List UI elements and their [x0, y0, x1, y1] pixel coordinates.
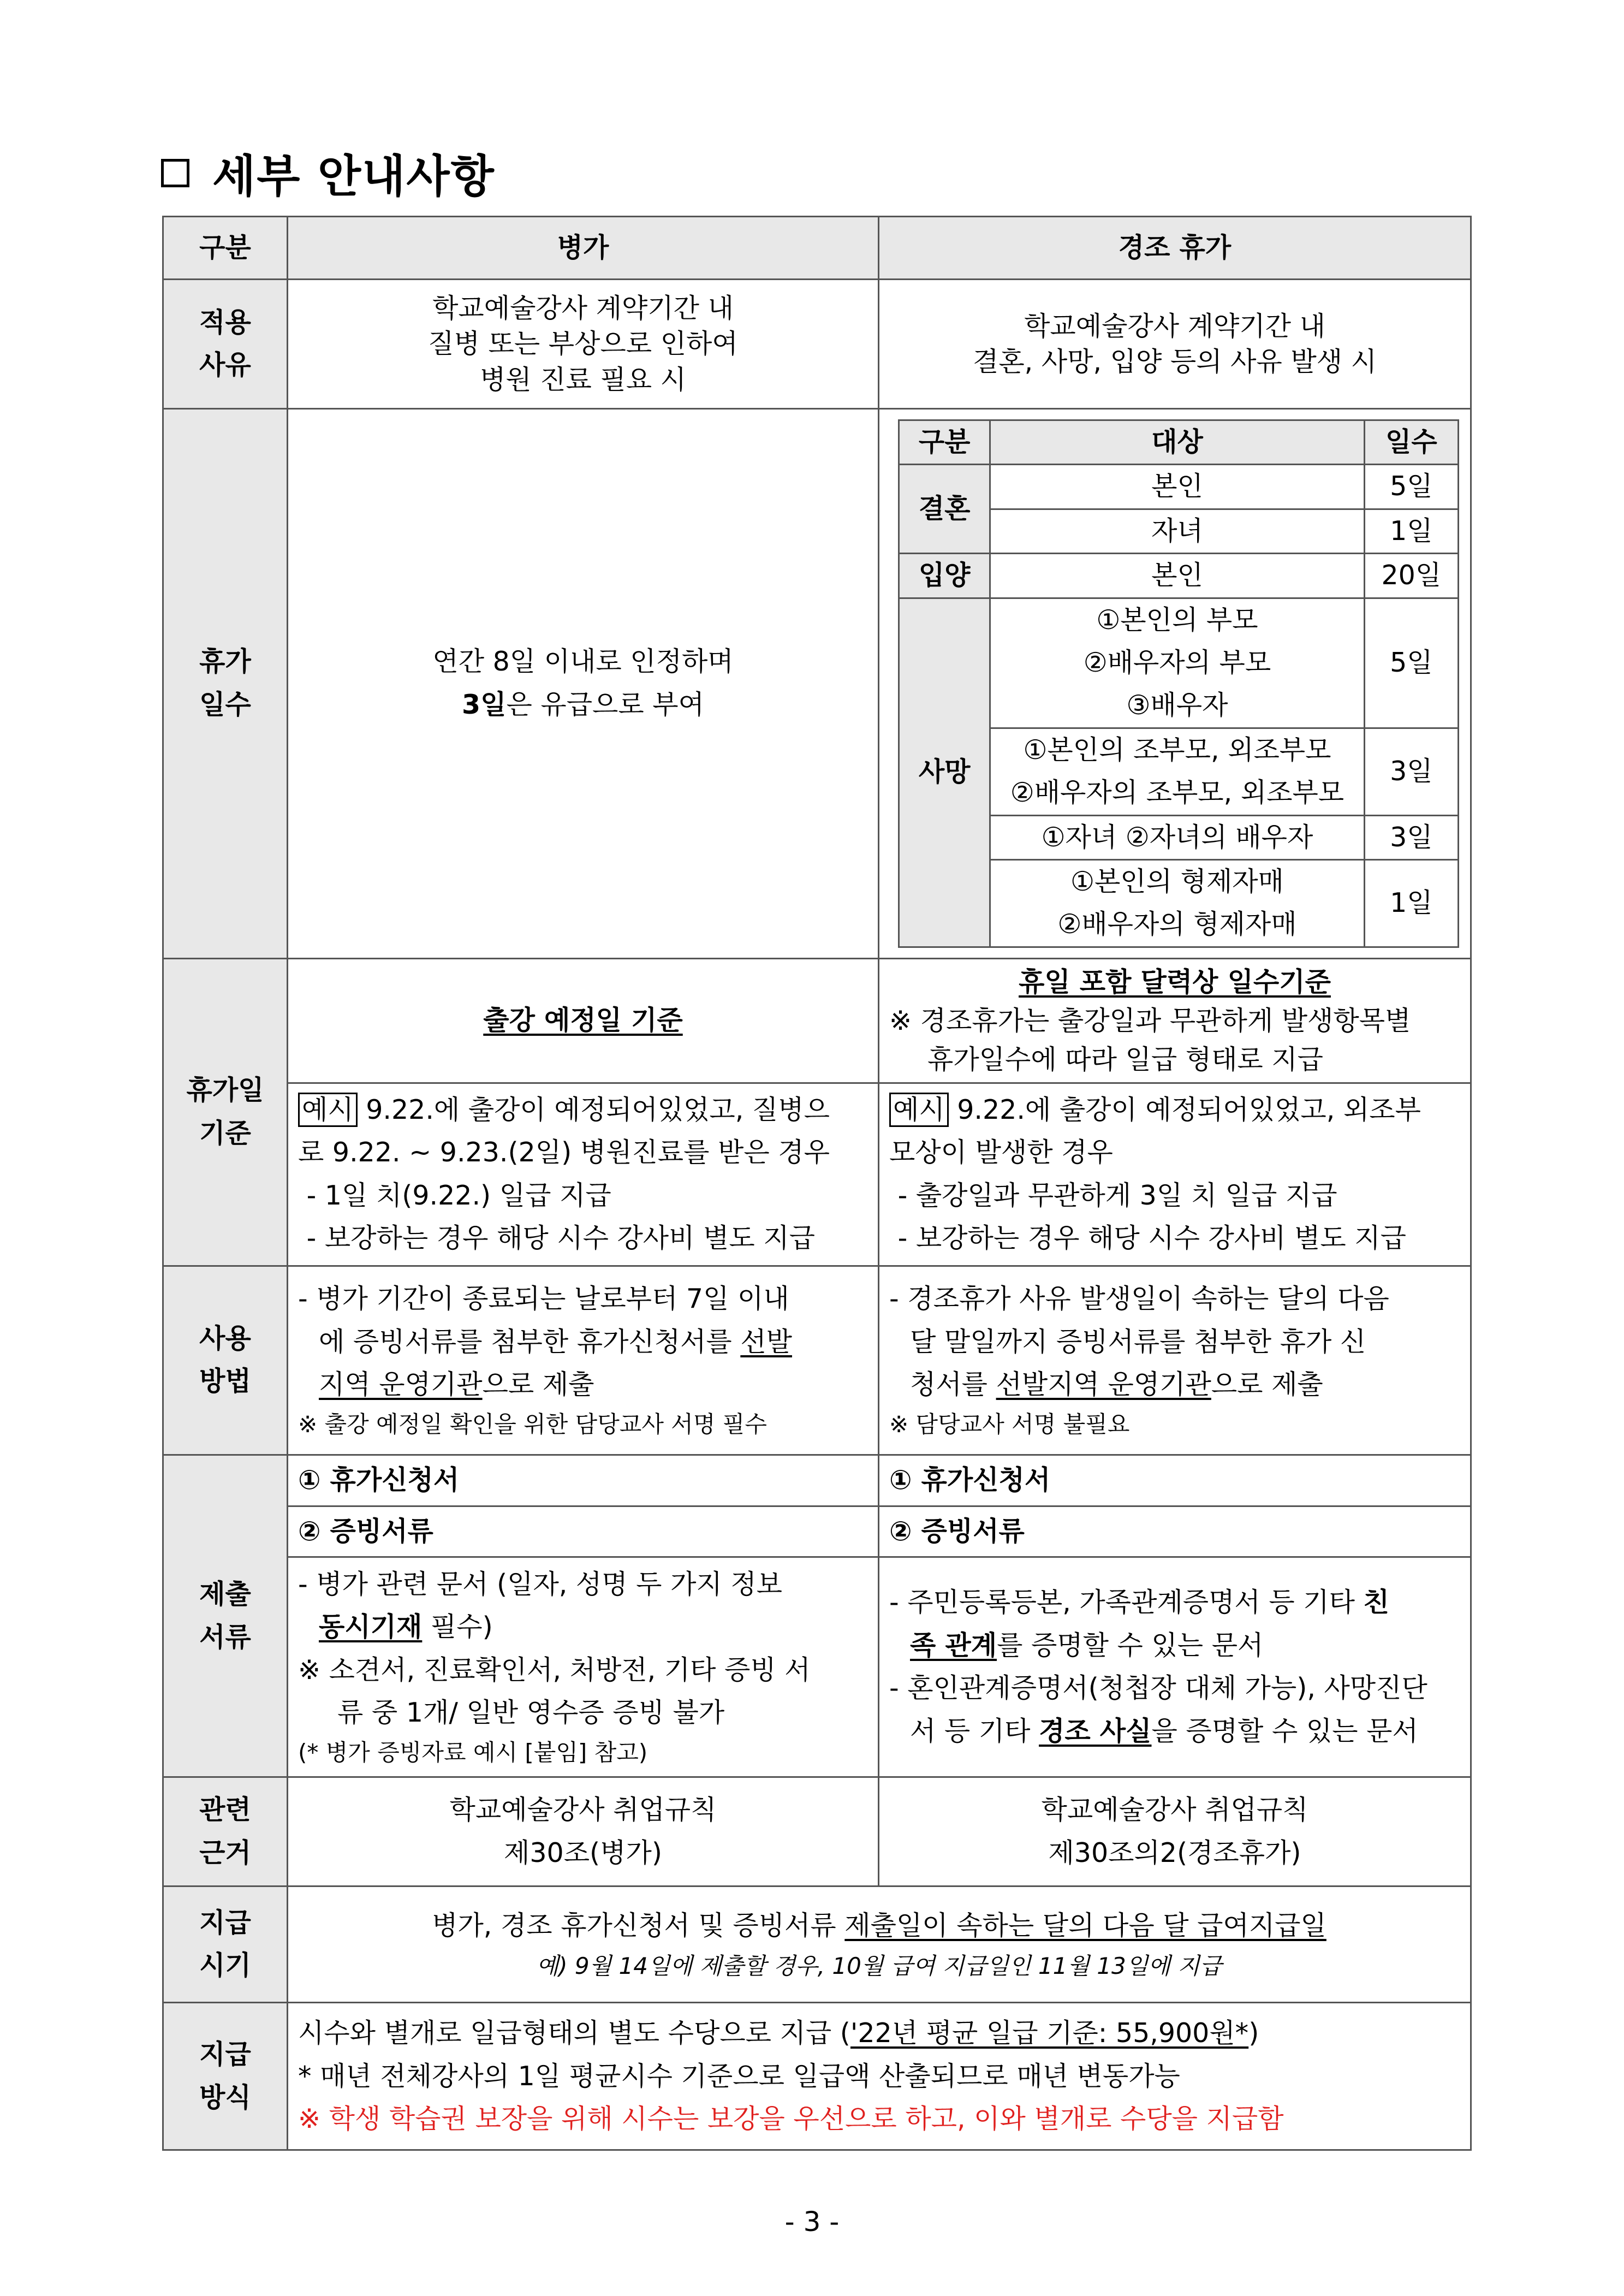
row-label-reason: 적용 사유	[163, 280, 288, 409]
row-days	[163, 409, 1471, 959]
usage-family-c: 청서를	[910, 1368, 996, 1400]
inner-header-days: 일수	[1364, 420, 1458, 465]
usage-family-d: 선발지역 운영기관	[996, 1368, 1211, 1400]
header-category: 구분	[163, 217, 288, 280]
usage-sick-b: 에 증빙서류를 첨부한 휴가신청서를	[319, 1326, 741, 1357]
law-family: 학교예술강사 취업규칙 제30조의2(경조휴가)	[879, 1777, 1471, 1886]
method-line1	[298, 2012, 1460, 2055]
basis-family-ex2: 모상이 발생한 경우	[889, 1137, 1113, 1168]
inner-row	[899, 598, 1459, 728]
basis-family-ex3: - 출강일과 무관하게 3일 치 일급 지급	[889, 1179, 1337, 1211]
method-line1-c: )	[1248, 2018, 1259, 2049]
basis-family-note2: 휴가일수에 따라 일급 형태로 지급	[927, 1043, 1323, 1075]
page-number: - 3 -	[784, 2206, 840, 2238]
reason-family: 학교예술강사 계약기간 내 결혼, 사망, 입양 등의 사유 발생 시	[879, 280, 1471, 409]
docs-family-d: 를 증명할 수 있는 문서	[997, 1629, 1264, 1661]
docs-family-item2: ② 증빙서류	[879, 1506, 1471, 1557]
inner-row	[899, 465, 1459, 509]
method-line1-b: '22년 평균 일급 기준: 55,900원*	[850, 2018, 1249, 2049]
basis-sick-ex4: - 보강하는 경우 해당 시수 강사비 별도 지급	[298, 1223, 815, 1254]
row-method	[163, 2003, 1471, 2150]
inner-cell: 20일	[1364, 554, 1458, 598]
docs-family-detail	[879, 1557, 1471, 1777]
row-basis-example	[163, 1083, 1471, 1266]
docs-family-f: 서 등 기타	[910, 1715, 1039, 1747]
basis-family-ex1: 9.22.에 출강이 예정되어있었고, 외조부	[948, 1094, 1421, 1126]
inner-cell: 5일	[1364, 598, 1458, 728]
days-family	[879, 409, 1471, 959]
docs-family-item1: ① 휴가신청서	[879, 1455, 1471, 1506]
usage-sick	[288, 1266, 879, 1455]
example-label: 예시	[298, 1093, 358, 1127]
timing-line1-b: 제출일이 속하는 달의 다음 달 급여지급일	[844, 1910, 1326, 1942]
docs-family-line2	[889, 1624, 1460, 1667]
inner-cell: 본인	[990, 554, 1364, 598]
basis-sick-example	[288, 1083, 879, 1266]
docs-sick-item1: ① 휴가신청서	[288, 1455, 879, 1506]
docs-sick-a: - 병가 관련 문서 (일자, 성명 두 가지 정보	[298, 1568, 782, 1600]
inner-cell: 3일	[1364, 815, 1458, 859]
usage-sick-c: 선발	[740, 1326, 792, 1357]
basis-family-title: 휴일 포함 달력상 일수기준	[1019, 966, 1331, 998]
inner-cell: 1일	[1364, 509, 1458, 553]
inner-cell: ①본인의 조부모, 외조부모 ②배우자의 조부모, 외조부모	[990, 728, 1364, 815]
inner-cell: 자녀	[990, 509, 1364, 553]
usage-sick-note: ※ 출강 예정일 확인을 위한 담당교사 서명 필수	[298, 1411, 767, 1438]
header-family-leave: 경조 휴가	[879, 217, 1471, 280]
detail-table	[162, 216, 1472, 2151]
usage-family-b: 달 말일까지 증빙서류를 첨부한 휴가 신	[910, 1326, 1366, 1357]
usage-family	[879, 1266, 1471, 1455]
usage-sick-line2	[298, 1321, 868, 1363]
header-sick-leave: 병가	[288, 217, 879, 280]
basis-sick-title-cell	[288, 958, 879, 1083]
law-sick: 학교예술강사 취업규칙 제30조(병가)	[288, 1777, 879, 1886]
method-line3: ※ 학생 학습권 보장을 위해 시수는 보강을 우선으로 하고, 이와 별개로 수당을 지급함	[298, 2103, 1284, 2134]
docs-family-line4	[889, 1710, 1460, 1753]
inner-cell: 본인	[990, 465, 1364, 509]
basis-sick-title: 출강 예정일 기준	[483, 1005, 683, 1036]
days-sick-bold: 3일	[462, 689, 507, 720]
usage-family-e: 으로 제출	[1211, 1368, 1323, 1400]
usage-sick-e: 으로 제출	[482, 1368, 594, 1400]
usage-family-note: ※ 담당교사 서명 불필요	[889, 1411, 1130, 1438]
title-text: 세부 안내사항	[212, 151, 495, 203]
row-basis-top	[163, 958, 1471, 1083]
row-label-days: 휴가 일수	[163, 409, 288, 959]
docs-family-b: 친	[1363, 1587, 1389, 1618]
docs-family-g: 경조 사실	[1039, 1715, 1152, 1747]
docs-family-e: - 혼인관계증명서(청첩장 대체 가능), 사망진단	[889, 1672, 1427, 1704]
basis-family-ex4: - 보강하는 경우 해당 시수 강사비 별도 지급	[889, 1223, 1406, 1254]
basis-family-example	[879, 1083, 1471, 1266]
timing-line1-a: 병가, 경조 휴가신청서 및 증빙서류	[432, 1910, 845, 1942]
basis-sick-ex3: - 1일 치(9.22.) 일급 지급	[298, 1179, 611, 1211]
inner-header-row	[899, 420, 1459, 465]
row-law	[163, 1777, 1471, 1886]
table-header-row	[163, 217, 1471, 280]
docs-family-c: 족 관계	[910, 1629, 997, 1661]
example-label: 예시	[889, 1093, 949, 1127]
row-label-basis: 휴가일 기준	[163, 958, 288, 1266]
docs-sick-item2: ② 증빙서류	[288, 1506, 879, 1557]
inner-header-target: 대상	[990, 420, 1364, 465]
row-label-law: 관련 근거	[163, 1777, 288, 1886]
docs-sick-d: ※ 소견서, 진료확인서, 처방전, 기타 증빙 서	[298, 1654, 811, 1686]
days-sick-rest: 은 유급으로 부여	[506, 689, 704, 720]
docs-family-line1	[889, 1581, 1460, 1624]
docs-sick-f: (* 병가 증빙자료 예시 [붙임] 참고)	[298, 1739, 648, 1766]
row-label-docs: 제출 서류	[163, 1455, 288, 1777]
inner-cell: 5일	[1364, 465, 1458, 509]
days-sick-line2	[288, 684, 878, 726]
inner-cell: ①본인의 형제자매 ②배우자의 형제자매	[990, 859, 1364, 947]
docs-sick-c: 필수)	[422, 1611, 493, 1643]
inner-death: 사망	[899, 598, 990, 947]
usage-sick-line3	[298, 1363, 868, 1406]
inner-cell: 1일	[1364, 859, 1458, 947]
inner-cell: 3일	[1364, 728, 1458, 815]
inner-cell: ①자녀 ②자녀의 배우자	[990, 815, 1364, 859]
row-docs-item1	[163, 1455, 1471, 1506]
usage-sick-d: 지역 운영기관	[319, 1368, 483, 1400]
docs-sick-b: 동시기재	[319, 1611, 423, 1643]
row-label-timing: 지급 시기	[163, 1886, 288, 2003]
timing-content	[288, 1886, 1471, 2003]
method-line1-a: 시수와 별개로 일급형태의 별도 수당으로 지급 (	[298, 2018, 850, 2049]
days-sick	[288, 409, 879, 959]
basis-sick-ex1: 9.22.에 출강이 예정되어있었고, 질병으	[357, 1094, 830, 1126]
family-days-table	[898, 419, 1459, 948]
method-content	[288, 2003, 1471, 2150]
row-docs-detail	[163, 1557, 1471, 1777]
docs-family-h: 을 증명할 수 있는 문서	[1151, 1715, 1418, 1747]
timing-line1	[288, 1905, 1470, 1947]
row-docs-item2	[163, 1506, 1471, 1557]
inner-adoption: 입양	[899, 554, 990, 598]
inner-marriage: 결혼	[899, 465, 990, 554]
basis-family-note1: ※ 경조휴가는 출강일과 무관하게 발생항목별	[889, 1005, 1411, 1036]
days-sick-line1: 연간 8일 이내로 인정하며	[432, 646, 734, 678]
inner-row	[899, 554, 1459, 598]
usage-sick-a: - 병가 기간이 종료되는 날로부터 7일 이내	[298, 1283, 789, 1315]
page-title	[161, 141, 495, 205]
reason-sick: 학교예술강사 계약기간 내 질병 또는 부상으로 인하여 병원 진료 필요 시	[288, 280, 879, 409]
inner-cell: ①본인의 부모 ②배우자의 부모 ③배우자	[990, 598, 1364, 728]
docs-sick-line2	[298, 1606, 868, 1648]
usage-family-a: - 경조휴가 사유 발생일이 속하는 달의 다음	[889, 1283, 1389, 1315]
row-label-usage: 사용 방법	[163, 1266, 288, 1455]
docs-sick-e: 류 중 1개/ 일반 영수증 증빙 불가	[337, 1697, 725, 1729]
basis-sick-ex2: 로 9.22. ~ 9.23.(2일) 병원진료를 받은 경우	[298, 1137, 830, 1168]
method-line2: * 매년 전체강사의 1일 평균시수 기준으로 일급액 산출되므로 매년 변동가능	[298, 2060, 1180, 2092]
timing-line2: 예) 9월 14일에 제출할 경우, 10월 급여 지급일인 11월 13일에 지급	[536, 1952, 1222, 1979]
row-timing	[163, 1886, 1471, 2003]
usage-family-line3	[889, 1363, 1460, 1406]
row-usage	[163, 1266, 1471, 1455]
inner-header-category: 구분	[899, 420, 990, 465]
row-label-method: 지급 방식	[163, 2003, 288, 2150]
checkbox-square-icon	[161, 159, 189, 187]
row-reason	[163, 280, 1471, 409]
docs-family-a: - 주민등록등본, 가족관계증명서 등 기타	[889, 1587, 1364, 1618]
docs-sick-detail	[288, 1557, 879, 1777]
basis-family-title-cell	[879, 958, 1471, 1083]
